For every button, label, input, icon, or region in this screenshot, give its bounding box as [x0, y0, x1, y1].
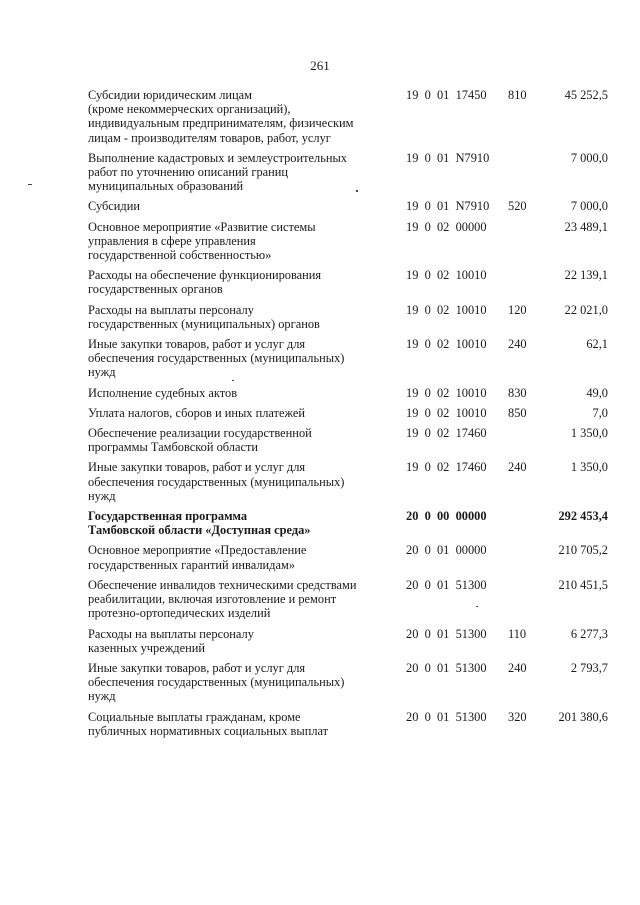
item-name-line: муниципальных образований — [88, 179, 244, 194]
amount: 49,0 — [586, 385, 608, 400]
item-name — [88, 268, 388, 296]
budget-code: 19 0 02 10010 — [406, 385, 487, 400]
item-name-line: (кроме некоммерческих организаций), — [88, 102, 291, 117]
amount: 7,0 — [592, 405, 608, 420]
amount: 1 350,0 — [570, 426, 608, 441]
budget-code: 19 0 01 17450 — [406, 88, 487, 102]
item-name-line: Выполнение кадастровых и землеустроительных — [88, 150, 348, 165]
expense-type-code: 240 — [508, 660, 527, 675]
table-row — [88, 578, 608, 621]
item-name-line: Субсидии юридическим лицам — [88, 88, 253, 102]
budget-code: 19 0 01 N7910 — [406, 199, 490, 214]
item-name-line: государственных органов — [88, 282, 223, 297]
budget-code: 19 0 02 00000 — [406, 219, 487, 234]
scan-speck — [28, 184, 32, 185]
budget-code: 19 0 02 10010 — [406, 405, 487, 420]
budget-code: 20 0 01 51300 — [406, 709, 487, 724]
table-row — [88, 386, 608, 400]
budget-code: 20 0 01 51300 — [406, 577, 487, 592]
budget-code: 19 0 02 10010 — [406, 302, 487, 317]
item-name-line: Основное мероприятие «Развитие системы — [88, 219, 316, 234]
item-name-line: Уплата налогов, сборов и иных платежей — [88, 405, 306, 420]
item-name-line: управления в сфере управления — [88, 233, 256, 248]
table-row — [88, 460, 608, 503]
item-name-line: Иные закупки товаров, работ и услуг для — [88, 660, 306, 675]
item-name-line: Субсидии — [88, 199, 140, 214]
amount: 62,1 — [586, 337, 608, 352]
expense-type-code: 830 — [508, 385, 527, 400]
item-name-line: Исполнение судебных актов — [88, 385, 238, 400]
item-name-line: Государственная программа — [88, 509, 248, 524]
item-name-line: обеспечения государственных (муниципальных) — [88, 675, 345, 690]
item-name-line: нужд — [88, 365, 116, 380]
item-name — [88, 661, 388, 704]
expense-type-code: 240 — [508, 337, 527, 352]
item-name-line: Расходы на выплаты персоналу — [88, 302, 254, 317]
amount: 6 277,3 — [570, 626, 608, 641]
item-name-line: Иные закупки товаров, работ и услуг для — [88, 337, 306, 352]
table-row — [88, 406, 608, 420]
item-name-line: Иные закупки товаров, работ и услуг для — [88, 460, 306, 475]
scan-speck — [356, 190, 358, 192]
amount: 45 252,5 — [564, 88, 608, 102]
expense-type-code: 520 — [508, 199, 527, 214]
table-row — [88, 426, 608, 454]
item-name — [88, 406, 388, 420]
item-name-line: обеспечения государственных (муниципальных) — [88, 474, 345, 489]
item-name-line: Расходы на обеспечение функционирования — [88, 268, 322, 283]
budget-code: 20 0 00 00000 — [406, 509, 487, 524]
expense-type-code: 120 — [508, 302, 527, 317]
item-name-line: лицам - производителям товаров, работ, услуг — [88, 130, 331, 145]
item-name — [88, 627, 388, 655]
page-number: 261 — [310, 58, 330, 73]
table-row — [88, 661, 608, 704]
table-row — [88, 509, 608, 537]
item-name-line: работ по уточнению описаний границ — [88, 165, 289, 180]
item-name — [88, 151, 388, 194]
item-name — [88, 509, 388, 537]
amount: 210 451,5 — [558, 577, 608, 592]
amount: 22 139,1 — [564, 268, 608, 283]
item-name — [88, 220, 388, 263]
item-name — [88, 199, 388, 213]
amount: 292 453,4 — [558, 509, 608, 524]
item-name-line: Обеспечение реализации государственной — [88, 426, 312, 441]
item-name-line: протезно-ортопедических изделий — [88, 606, 271, 621]
item-name-line: программы Тамбовской области — [88, 440, 259, 455]
amount: 7 000,0 — [570, 150, 608, 165]
item-name-line: индивидуальным предпринимателям, физическим — [88, 116, 354, 131]
scan-speck — [476, 606, 478, 607]
expense-type-code: 240 — [508, 460, 527, 475]
item-name — [88, 710, 388, 738]
table-row — [88, 543, 608, 571]
item-name-line: Обеспечение инвалидов техническими средствами — [88, 577, 357, 592]
budget-code: 19 0 02 10010 — [406, 268, 487, 283]
item-name — [88, 88, 388, 145]
budget-code: 20 0 01 00000 — [406, 543, 487, 558]
expense-type-code: 320 — [508, 709, 527, 724]
item-name-line: государственных гарантий инвалидам» — [88, 557, 295, 572]
amount: 2 793,7 — [570, 660, 608, 675]
budget-table — [88, 88, 608, 744]
table-row — [88, 151, 608, 194]
table-row — [88, 337, 608, 380]
amount: 201 380,6 — [558, 709, 608, 724]
budget-code: 19 0 02 17460 — [406, 426, 487, 441]
item-name — [88, 460, 388, 503]
table-row — [88, 199, 608, 213]
item-name-line: Расходы на выплаты персоналу — [88, 626, 254, 641]
budget-code: 20 0 01 51300 — [406, 660, 487, 675]
item-name-line: казенных учреждений — [88, 640, 205, 655]
item-name — [88, 426, 388, 454]
item-name-line: нужд — [88, 689, 116, 704]
table-row — [88, 710, 608, 738]
amount: 7 000,0 — [570, 199, 608, 214]
item-name-line: обеспечения государственных (муниципальных) — [88, 351, 345, 366]
amount: 210 705,2 — [558, 543, 608, 558]
item-name — [88, 386, 388, 400]
amount: 1 350,0 — [570, 460, 608, 475]
item-name-line: Тамбовской области «Доступная среда» — [88, 523, 311, 538]
item-name-line: реабилитации, включая изготовление и ремонт — [88, 592, 337, 607]
item-name — [88, 578, 388, 621]
expense-type-code: 110 — [508, 626, 527, 641]
item-name-line: нужд — [88, 488, 116, 503]
item-name-line: государственных (муниципальных) органов — [88, 316, 320, 331]
budget-code: 19 0 01 N7910 — [406, 150, 490, 165]
expense-type-code: 850 — [508, 405, 527, 420]
item-name-line: публичных нормативных социальных выплат — [88, 723, 329, 738]
budget-code: 19 0 02 17460 — [406, 460, 487, 475]
amount: 23 489,1 — [564, 219, 608, 234]
table-row — [88, 303, 608, 331]
item-name — [88, 337, 388, 380]
budget-code: 20 0 01 51300 — [406, 626, 487, 641]
item-name-line: Основное мероприятие «Предоставление — [88, 543, 307, 558]
table-row — [88, 627, 608, 655]
amount: 22 021,0 — [564, 302, 608, 317]
item-name-line: Социальные выплаты гражданам, кроме — [88, 709, 301, 724]
expense-type-code: 810 — [508, 88, 527, 102]
item-name — [88, 303, 388, 331]
item-name-line: государственной собственностью» — [88, 248, 272, 263]
item-name — [88, 543, 388, 571]
scan-speck — [232, 380, 234, 381]
table-row — [88, 88, 608, 145]
budget-code: 19 0 02 10010 — [406, 337, 487, 352]
table-row — [88, 220, 608, 263]
table-row — [88, 268, 608, 296]
